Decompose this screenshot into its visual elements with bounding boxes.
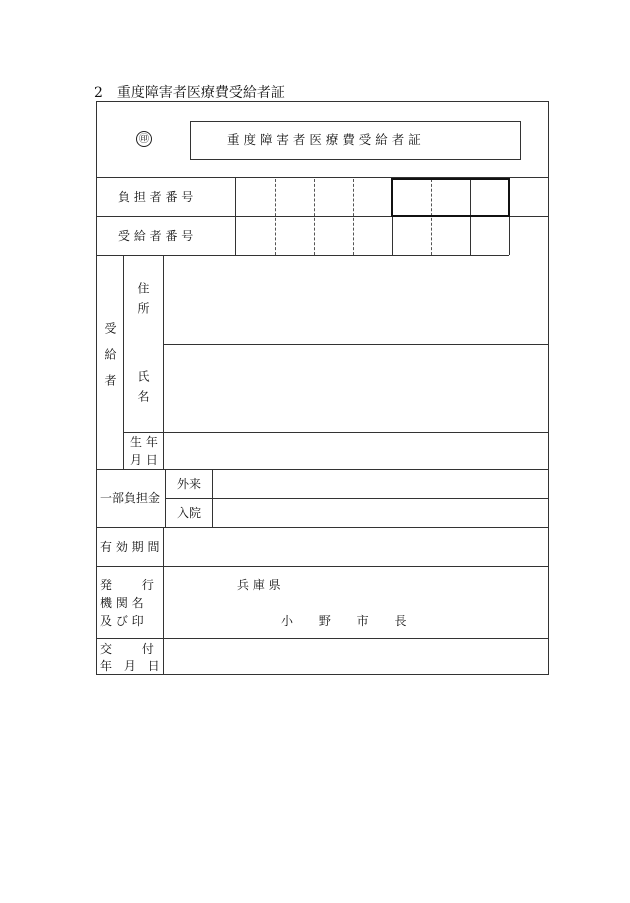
row-divider-recipient-num: [96, 255, 509, 256]
issue-date-label-line2: 年 月 日: [100, 659, 160, 673]
name-label-text: 氏名: [136, 370, 150, 410]
digit-separator-solid: [392, 216, 393, 255]
issuer-prefecture: 兵 庫 県: [237, 578, 281, 592]
issuer-label-line2: 機 関 名: [100, 596, 144, 610]
card-title: 重 度 障 害 者 医 療 費 受 給 者 証: [227, 132, 421, 147]
digit-separator: [353, 179, 354, 255]
number-label-divider: [235, 177, 236, 255]
copay-sub-divider: [212, 469, 213, 527]
validity-label: 有 効 期 間: [100, 540, 160, 554]
inpatient-label: 入院: [177, 506, 202, 520]
issue-date-label-line1: 交 付: [100, 642, 154, 656]
digit-separator: [314, 179, 315, 255]
recipient-number-label: 受 給 者 番 号: [118, 229, 194, 243]
row-divider-birth: [96, 469, 549, 470]
issuer-mayor: 小 野 市 長: [281, 614, 407, 628]
digit-separator: [275, 179, 276, 255]
row-divider-name: [123, 432, 549, 433]
birth-label-line2: 月 日: [130, 453, 158, 467]
recipient-col-divider: [123, 255, 124, 469]
section-heading: [94, 82, 285, 102]
outpatient-label: 外来: [177, 477, 202, 491]
section-number: 2: [94, 85, 103, 101]
name-label: [135, 370, 151, 410]
payer-number-label: 負 担 者 番 号: [118, 190, 194, 204]
address-label-text: 住所: [136, 282, 150, 322]
copay-col-divider: [165, 469, 166, 527]
row-divider-address: [163, 344, 549, 345]
payer-number-check-box: [391, 178, 510, 217]
address-label: [135, 282, 151, 322]
recipient-label-text: 受給者: [103, 322, 117, 400]
section-title: 重度障害者医療費受給者証: [116, 85, 285, 101]
issuer-label-line3: 及 び 印: [100, 614, 144, 628]
copay-label: 一部負担金: [100, 491, 161, 505]
seal-icon: ㊞: [136, 131, 152, 147]
lower-label-divider: [163, 527, 164, 675]
recipient-label: [102, 322, 118, 400]
row-divider-copay-mid: [165, 498, 549, 499]
recipient-sublabel-divider: [163, 255, 164, 469]
birth-label-line1: 生 年: [130, 435, 158, 449]
number-grid-right-edge: [509, 216, 510, 255]
issuer-label-line1: 発 行: [100, 578, 154, 592]
